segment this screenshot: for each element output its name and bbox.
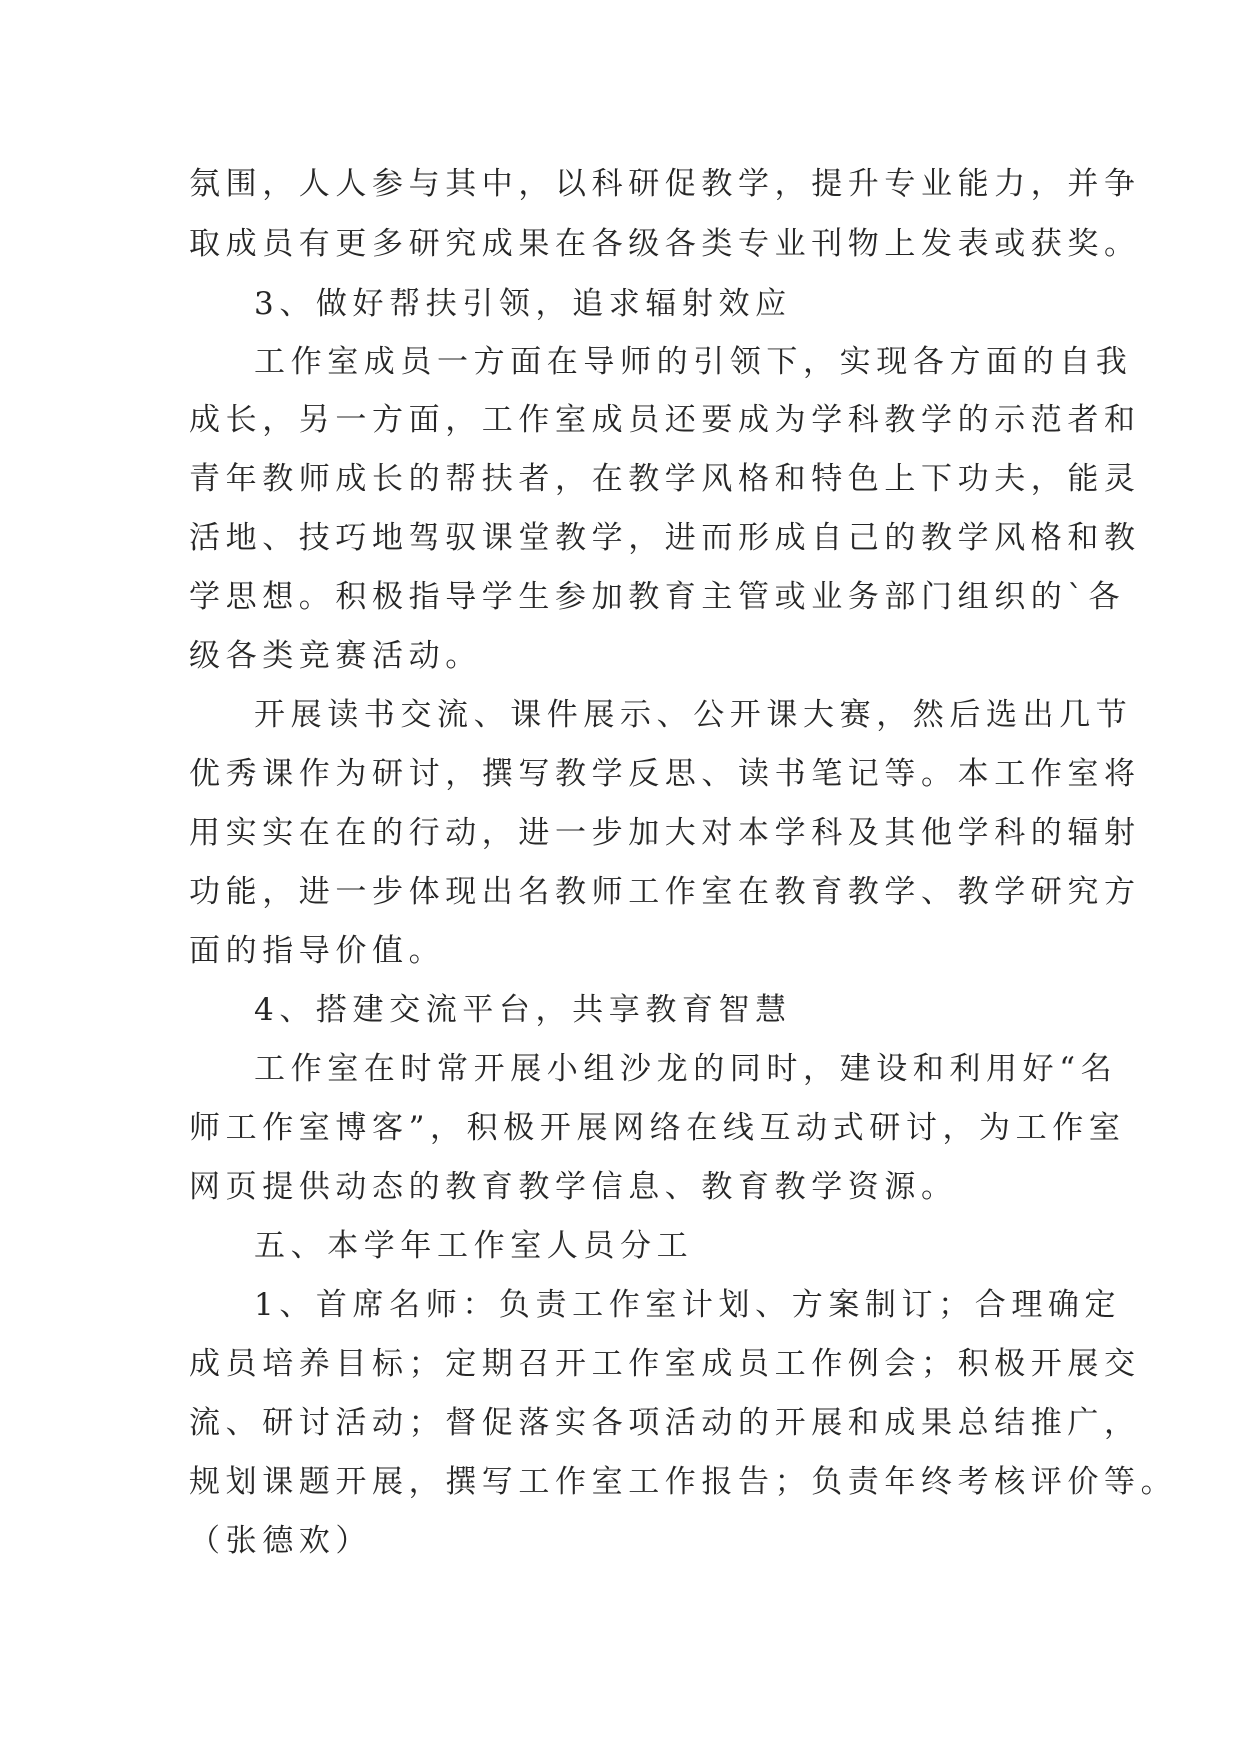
body-text-line: 优秀课作为研讨，撰写教学反思、读书笔记等。本工作室将 <box>189 756 1141 792</box>
body-text-line: 青年教师成长的帮扶者，在教学风格和特色上下功夫，能灵 <box>189 461 1141 497</box>
body-text-line: 流、研讨活动；督促落实各项活动的开展和成果总结推广， <box>189 1405 1141 1441</box>
body-text-line: 功能，进一步体现出名教师工作室在教育教学、教学研究方 <box>189 874 1141 910</box>
body-text-line: 开展读书交流、课件展示、公开课大赛，然后选出几节 <box>254 697 1133 733</box>
body-text-line: 活地、技巧地驾驭课堂教学，进而形成自己的教学风格和教 <box>189 520 1141 556</box>
body-text-line: 成长，另一方面，工作室成员还要成为学科教学的示范者和 <box>189 402 1141 438</box>
body-text-line: 级各类竞赛活动。 <box>189 638 482 674</box>
body-text-line: 师工作室博客”，积极开展网络在线互动式研讨，为工作室 <box>189 1110 1126 1146</box>
section-heading: 五、本学年工作室人员分工 <box>254 1228 694 1264</box>
body-text-line: 网页提供动态的教育教学信息、教育教学资源。 <box>189 1169 958 1205</box>
body-text-line: （张德欢） <box>189 1523 372 1559</box>
section-heading: 4、搭建交流平台，共享教育智慧 <box>254 992 792 1028</box>
body-text-line: 取成员有更多研究成果在各级各类专业刊物上发表或获奖。 <box>189 226 1141 262</box>
body-text-line: 成员培养目标；定期召开工作室成员工作例会；积极开展交 <box>189 1346 1141 1382</box>
body-text-line: 面的指导价值。 <box>189 933 446 969</box>
body-text-line: 工作室在时常开展小组沙龙的同时，建设和利用好“名 <box>254 1051 1118 1087</box>
body-text-line: 1、首席名师：负责工作室计划、方案制订；合理确定 <box>254 1287 1122 1323</box>
body-text-line: 学思想。积极指导学生参加教育主管或业务部门组织的`各 <box>189 579 1126 615</box>
body-text-line: 规划课题开展，撰写工作室工作报告；负责年终考核评价等。 <box>189 1464 1178 1500</box>
section-heading: 3、做好帮扶引领，追求辐射效应 <box>254 286 792 322</box>
body-text-line: 氛围，人人参与其中，以科研促教学，提升专业能力，并争 <box>189 166 1141 202</box>
body-text-line: 工作室成员一方面在导师的引领下，实现各方面的自我 <box>254 344 1133 380</box>
body-text-line: 用实实在在的行动，进一步加大对本学科及其他学科的辐射 <box>189 815 1141 851</box>
